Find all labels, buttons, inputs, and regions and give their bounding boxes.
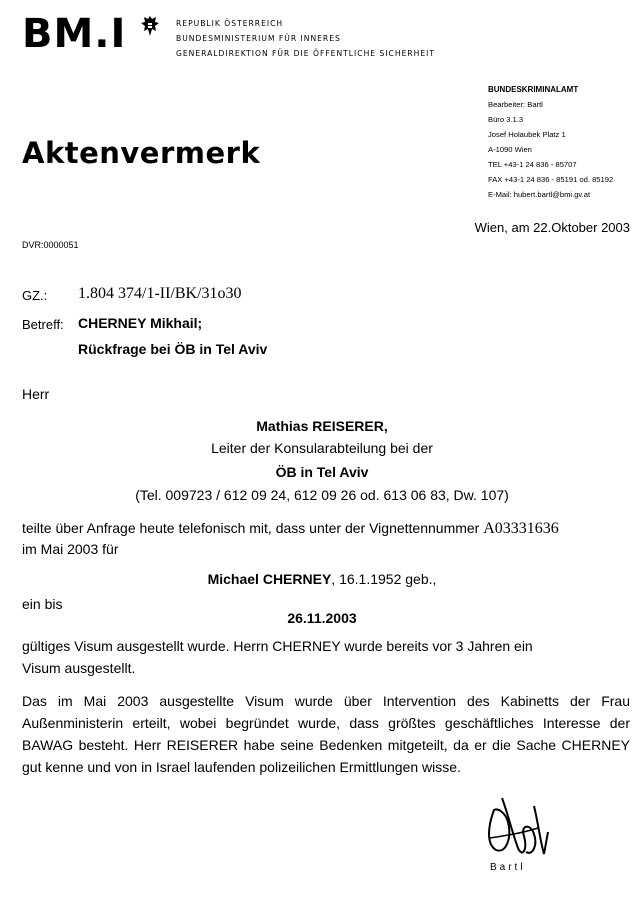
office-email: E-Mail: hubert.bartl@bmi.gv.at — [488, 190, 591, 199]
person-name: Michael CHERNEY — [207, 571, 332, 587]
document-title: Aktenvermerk — [22, 136, 261, 170]
office-street: Josef Holaubek Platz 1 — [488, 130, 566, 139]
vignette-number: A03331636 — [483, 520, 559, 537]
letterhead-text — [176, 16, 435, 61]
body-line-2: im Mai 2003 für — [22, 541, 119, 557]
ministry-logo: BM.I — [22, 11, 127, 57]
body-line-4: Visum ausgestellt. — [22, 660, 136, 676]
ein-bis: ein bis — [22, 596, 63, 612]
dvr-number: DVR:0000051 — [22, 240, 79, 250]
handwritten-signature — [472, 792, 562, 872]
body-line-1-text: teilte über Anfrage heute telefonisch mit, dass unter der Vignettennummer — [22, 520, 484, 536]
document-date: Wien, am 22.Oktober 2003 — [474, 220, 630, 235]
recipient-embassy: ÖB in Tel Aviv — [275, 464, 369, 480]
office-clerk: Bearbeiter: Bartl — [488, 100, 543, 109]
person-dob: , 16.1.1952 geb., — [331, 571, 437, 587]
austrian-eagle-icon — [140, 14, 160, 40]
office-block — [488, 82, 613, 202]
recipient-name-suffix: , — [383, 418, 388, 434]
recipient-surname: REISERER — [312, 418, 384, 434]
salutation: Herr — [22, 386, 50, 402]
recipient-phone: (Tel. 009723 / 612 09 24, 612 09 26 od. 613 06 83, Dw. 107) — [135, 487, 509, 503]
signature-name: Bartl — [490, 862, 526, 873]
office-fax: FAX +43-1 24 836 - 85191 od. 85192 — [488, 175, 614, 184]
letterhead-line-directorate: GENERALDIREKTION FÜR DIE ÖFFENTLICHE SICHERHEIT — [176, 49, 436, 58]
recipient-position: Leiter der Konsularabteilung bei der — [211, 440, 433, 456]
office-phone: TEL +43-1 24 836 - 85707 — [488, 160, 577, 169]
recipient-first-name: Mathias — [256, 418, 313, 434]
body-line-3: gültiges Visum ausgestellt wurde. Herrn CHERNEY wurde bereits vor 3 Jahren ein — [22, 638, 533, 654]
gz-label: GZ.: — [22, 288, 48, 303]
body-paragraph: Das im Mai 2003 ausgestellte Visum wurde über Intervention des Kabinetts der Frau Außenministerin erteilt, wobei begründet wurde, dass größtes geschäftliches Interesse der BAWAG besteht. Herr REISERER habe seine Bedenken mitgeteilt, da er die Sache CHERNEY gut kenne und von in Israel laufenden polizeilichen Ermittlungen wisse. — [22, 693, 630, 775]
valid-until-date: 26.11.2003 — [287, 610, 357, 626]
recipient-name — [0, 418, 644, 434]
office-city: A-1090 Wien — [488, 145, 532, 154]
letterhead-line-republic: REPUBLIK ÖSTERREICH — [176, 19, 284, 28]
person-line — [0, 571, 644, 587]
gz-value: 1.804 374/1-II/BK/31o30 — [78, 285, 242, 302]
office-room: Büro 3.1.3 — [488, 115, 524, 124]
betreff-label: Betreff: — [22, 317, 64, 332]
body-line-1 — [22, 520, 559, 538]
office-name: BUNDESKRIMINALAMT — [488, 85, 579, 94]
letterhead-line-ministry: BUNDESMINISTERIUM FÜR INNERES — [176, 34, 341, 43]
betreff-line-1: CHERNEY Mikhail; — [78, 315, 203, 331]
betreff-line-2: Rückfrage bei ÖB in Tel Aviv — [78, 341, 268, 357]
